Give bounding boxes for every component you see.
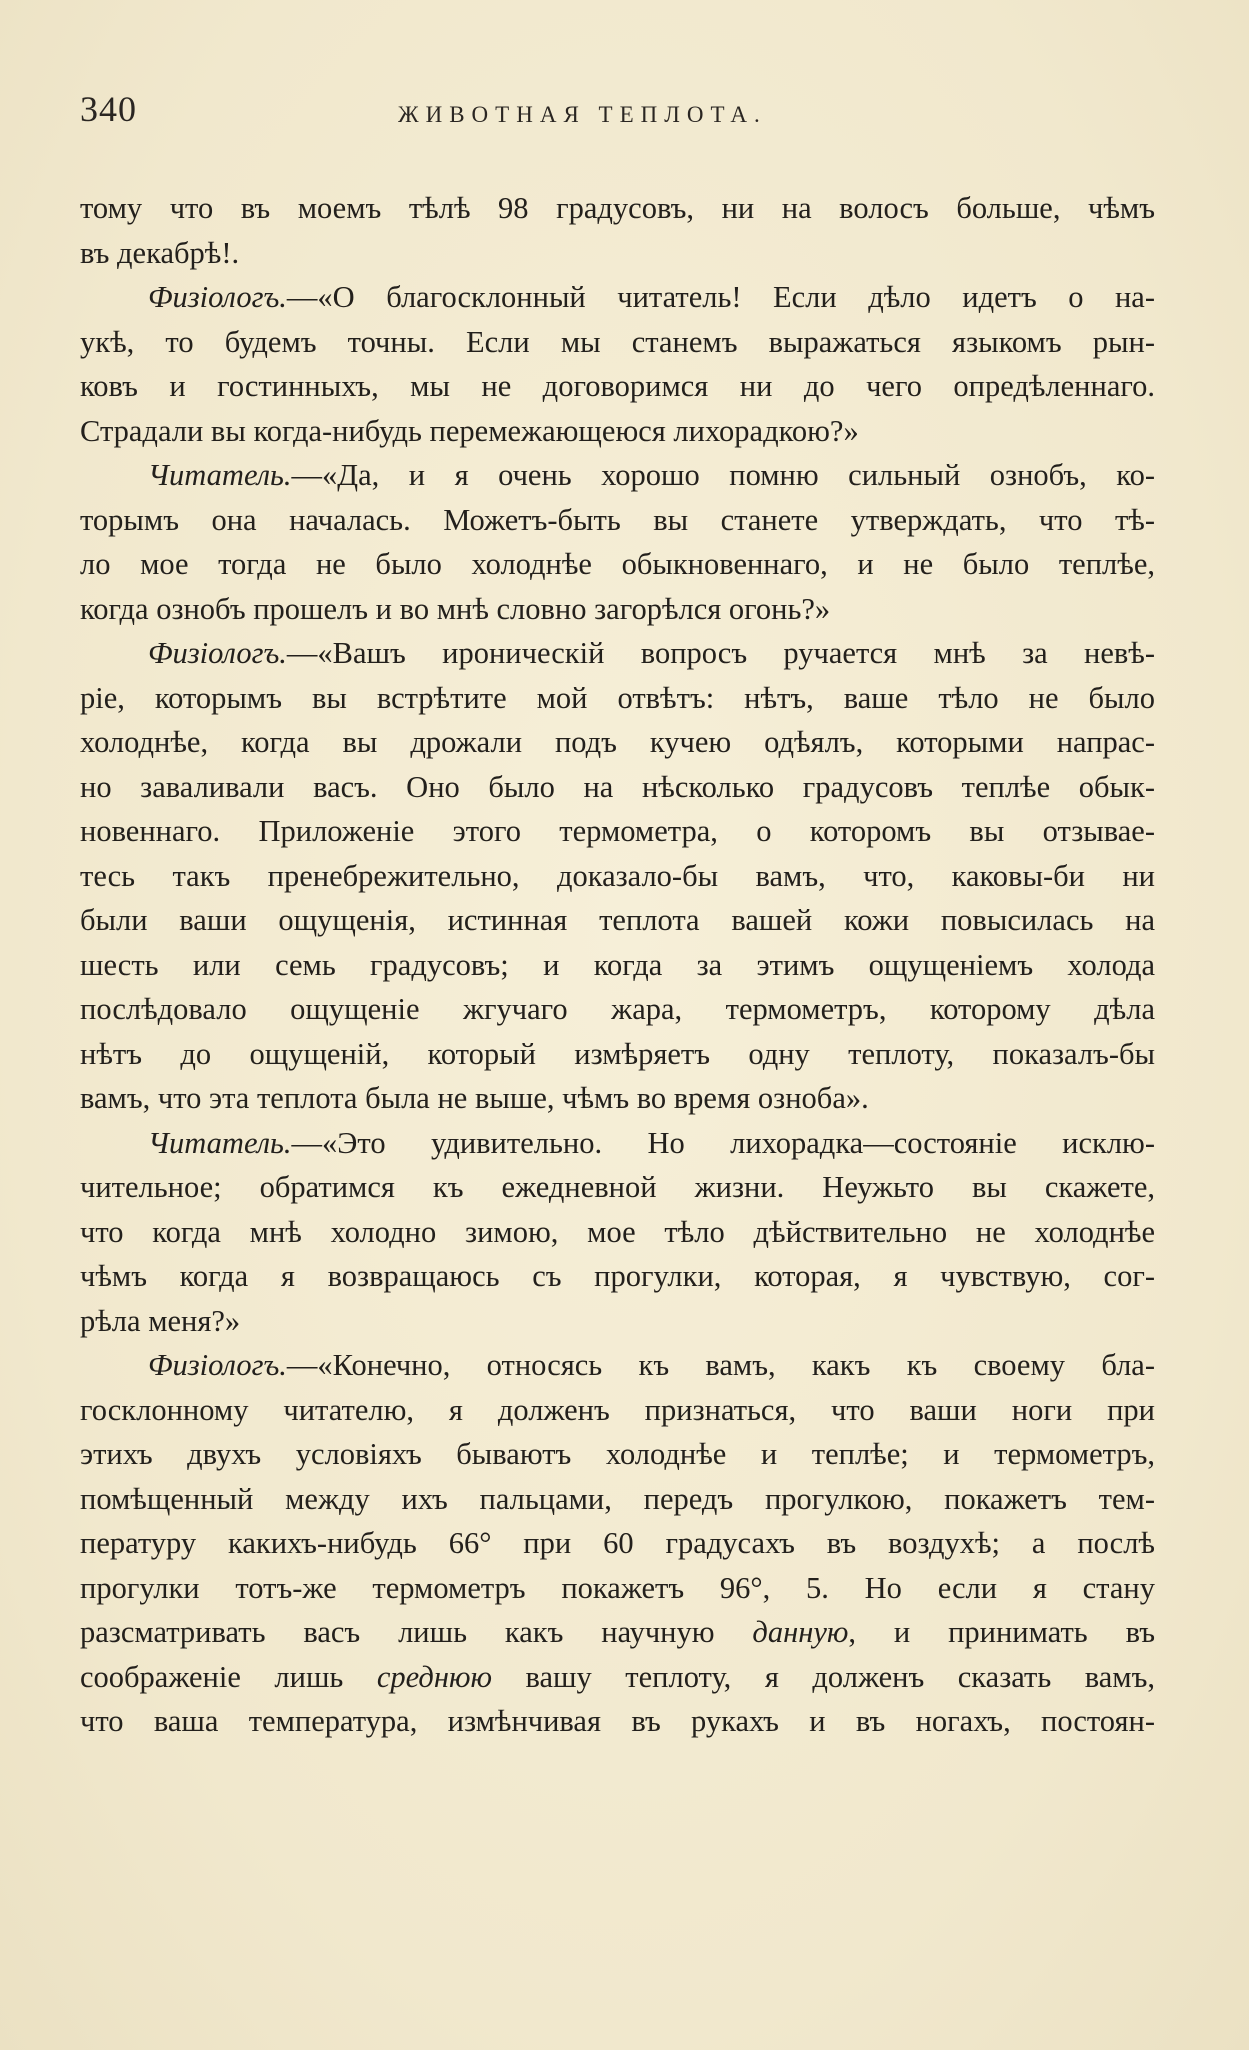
text-line: чѣмъ когда я возвращаюсь съ прогулки, которая, я чувствую, сог- (80, 1259, 1155, 1293)
text-line: разсматривать васъ лишь какъ научную данную, и принимать въ (80, 1615, 1155, 1649)
text-line: но заваливали васъ. Оно было на нѣсколько градусовъ теплѣе обык- (80, 769, 1155, 804)
text-line: чительное; обратимся къ ежедневной жизни. Неужьто вы скажете, (80, 1170, 1155, 1204)
text-line: пературу какихъ-нибудь 66° при 60 градусахъ въ воздухѣ; а послѣ (80, 1526, 1155, 1560)
running-head: ЖИВОТНАЯ ТЕПЛОТА. (398, 102, 767, 127)
text-line: новеннаго. Приложеніе этого термометра, о которомъ вы отзывае- (80, 814, 1155, 848)
text-line: ковъ и гостинныхъ, мы не договоримся ни до чего опредѣленнаго. (80, 369, 1155, 403)
speaker-label: Физіологъ. (148, 636, 287, 670)
text-line: госклонному читателю, я долженъ признаться, что ваши ноги при (80, 1392, 1155, 1427)
text-line: были ваши ощущенія, истинная теплота вашей кожи повысилась на (80, 903, 1155, 937)
text-line: что ваша температура, измѣнчивая въ рукахъ и въ ногахъ, постоян- (80, 1704, 1155, 1738)
text-line: тому что въ моемъ тѣлѣ 98 градусовъ, ни на волосъ больше, чѣмъ (80, 191, 1155, 225)
page-header (80, 88, 1155, 138)
text-line: вамъ, что эта теплота была не выше, чѣмъ во время озноба». (80, 1081, 869, 1115)
emphasis-text: данную (752, 1615, 849, 1649)
page-number: 340 (80, 89, 137, 129)
text-line: въ декабрѣ!. (80, 235, 240, 270)
text-line: помѣщенный между ихъ пальцами, передъ прогулкою, покажетъ тем- (80, 1481, 1155, 1516)
speaker-label: Физіологъ. (148, 1348, 287, 1382)
text-line: шесть или семь градусовъ; и когда за этимъ ощущеніемъ холода (80, 947, 1155, 982)
text-line: этихъ двухъ условіяхъ бываютъ холоднѣе и теплѣе; и термометръ, (80, 1437, 1155, 1471)
text-line: прогулки тотъ-же термометръ покажетъ 96°, 5. Но если я стану (80, 1570, 1155, 1605)
emphasis-text: среднюю (376, 1659, 492, 1694)
text-line: когда ознобъ прошелъ и во мнѣ словно загорѣлся огонь?» (80, 591, 831, 626)
text-line: Физіологъ.—«Конечно, относясь къ вамъ, какъ къ своему бла- (148, 1348, 1155, 1382)
speaker-label: Читатель. (148, 1125, 292, 1160)
text-line: Физіологъ.—«О благосклонный читатель! Если дѣло идетъ о на- (148, 280, 1155, 314)
body-text (80, 186, 1155, 1744)
text-line: нѣтъ до ощущеній, который измѣряетъ одну теплоту, показалъ-бы (80, 1036, 1155, 1071)
text-line: что когда мнѣ холодно зимою, мое тѣло дѣйствительно не холоднѣе (80, 1214, 1155, 1249)
text-line: ло мое тогда не было холоднѣе обыкновеннаго, и не было теплѣе, (80, 547, 1155, 581)
speaker-label: Физіологъ. (148, 280, 287, 314)
text-line: ріе, которымъ вы встрѣтите мой отвѣтъ: нѣтъ, ваше тѣло не было (80, 680, 1155, 715)
text-line: Физіологъ.—«Вашъ ироническій вопросъ ручается мнѣ за невѣ- (148, 636, 1155, 670)
text-line: холоднѣе, когда вы дрожали подъ кучею одѣялъ, которыми напрас- (80, 725, 1155, 759)
text-line: Читатель.—«Да, и я очень хорошо помню сильный ознобъ, ко- (148, 458, 1155, 492)
speaker-label: Читатель. (148, 458, 292, 492)
text-line: Читатель.—«Это удивительно. Но лихорадка—состояніе исклю- (148, 1125, 1155, 1160)
text-line: послѣдовало ощущеніе жгучаго жара, термометръ, которому дѣла (80, 992, 1155, 1026)
text-line: тесь такъ пренебрежительно, доказало-бы вамъ, что, каковы-би ни (80, 858, 1155, 893)
text-line: рѣла меня?» (80, 1303, 241, 1338)
text-line: соображеніе лишь среднюю вашу теплоту, я долженъ сказать вамъ, (80, 1659, 1155, 1694)
text-line: Страдали вы когда-нибудь перемежающеюся лихорадкою?» (80, 413, 859, 448)
text-line: торымъ она началась. Можетъ-быть вы станете утверждать, что тѣ- (80, 502, 1155, 537)
text-line: укѣ, то будемъ точны. Если мы станемъ выражаться языкомъ рын- (80, 324, 1155, 359)
